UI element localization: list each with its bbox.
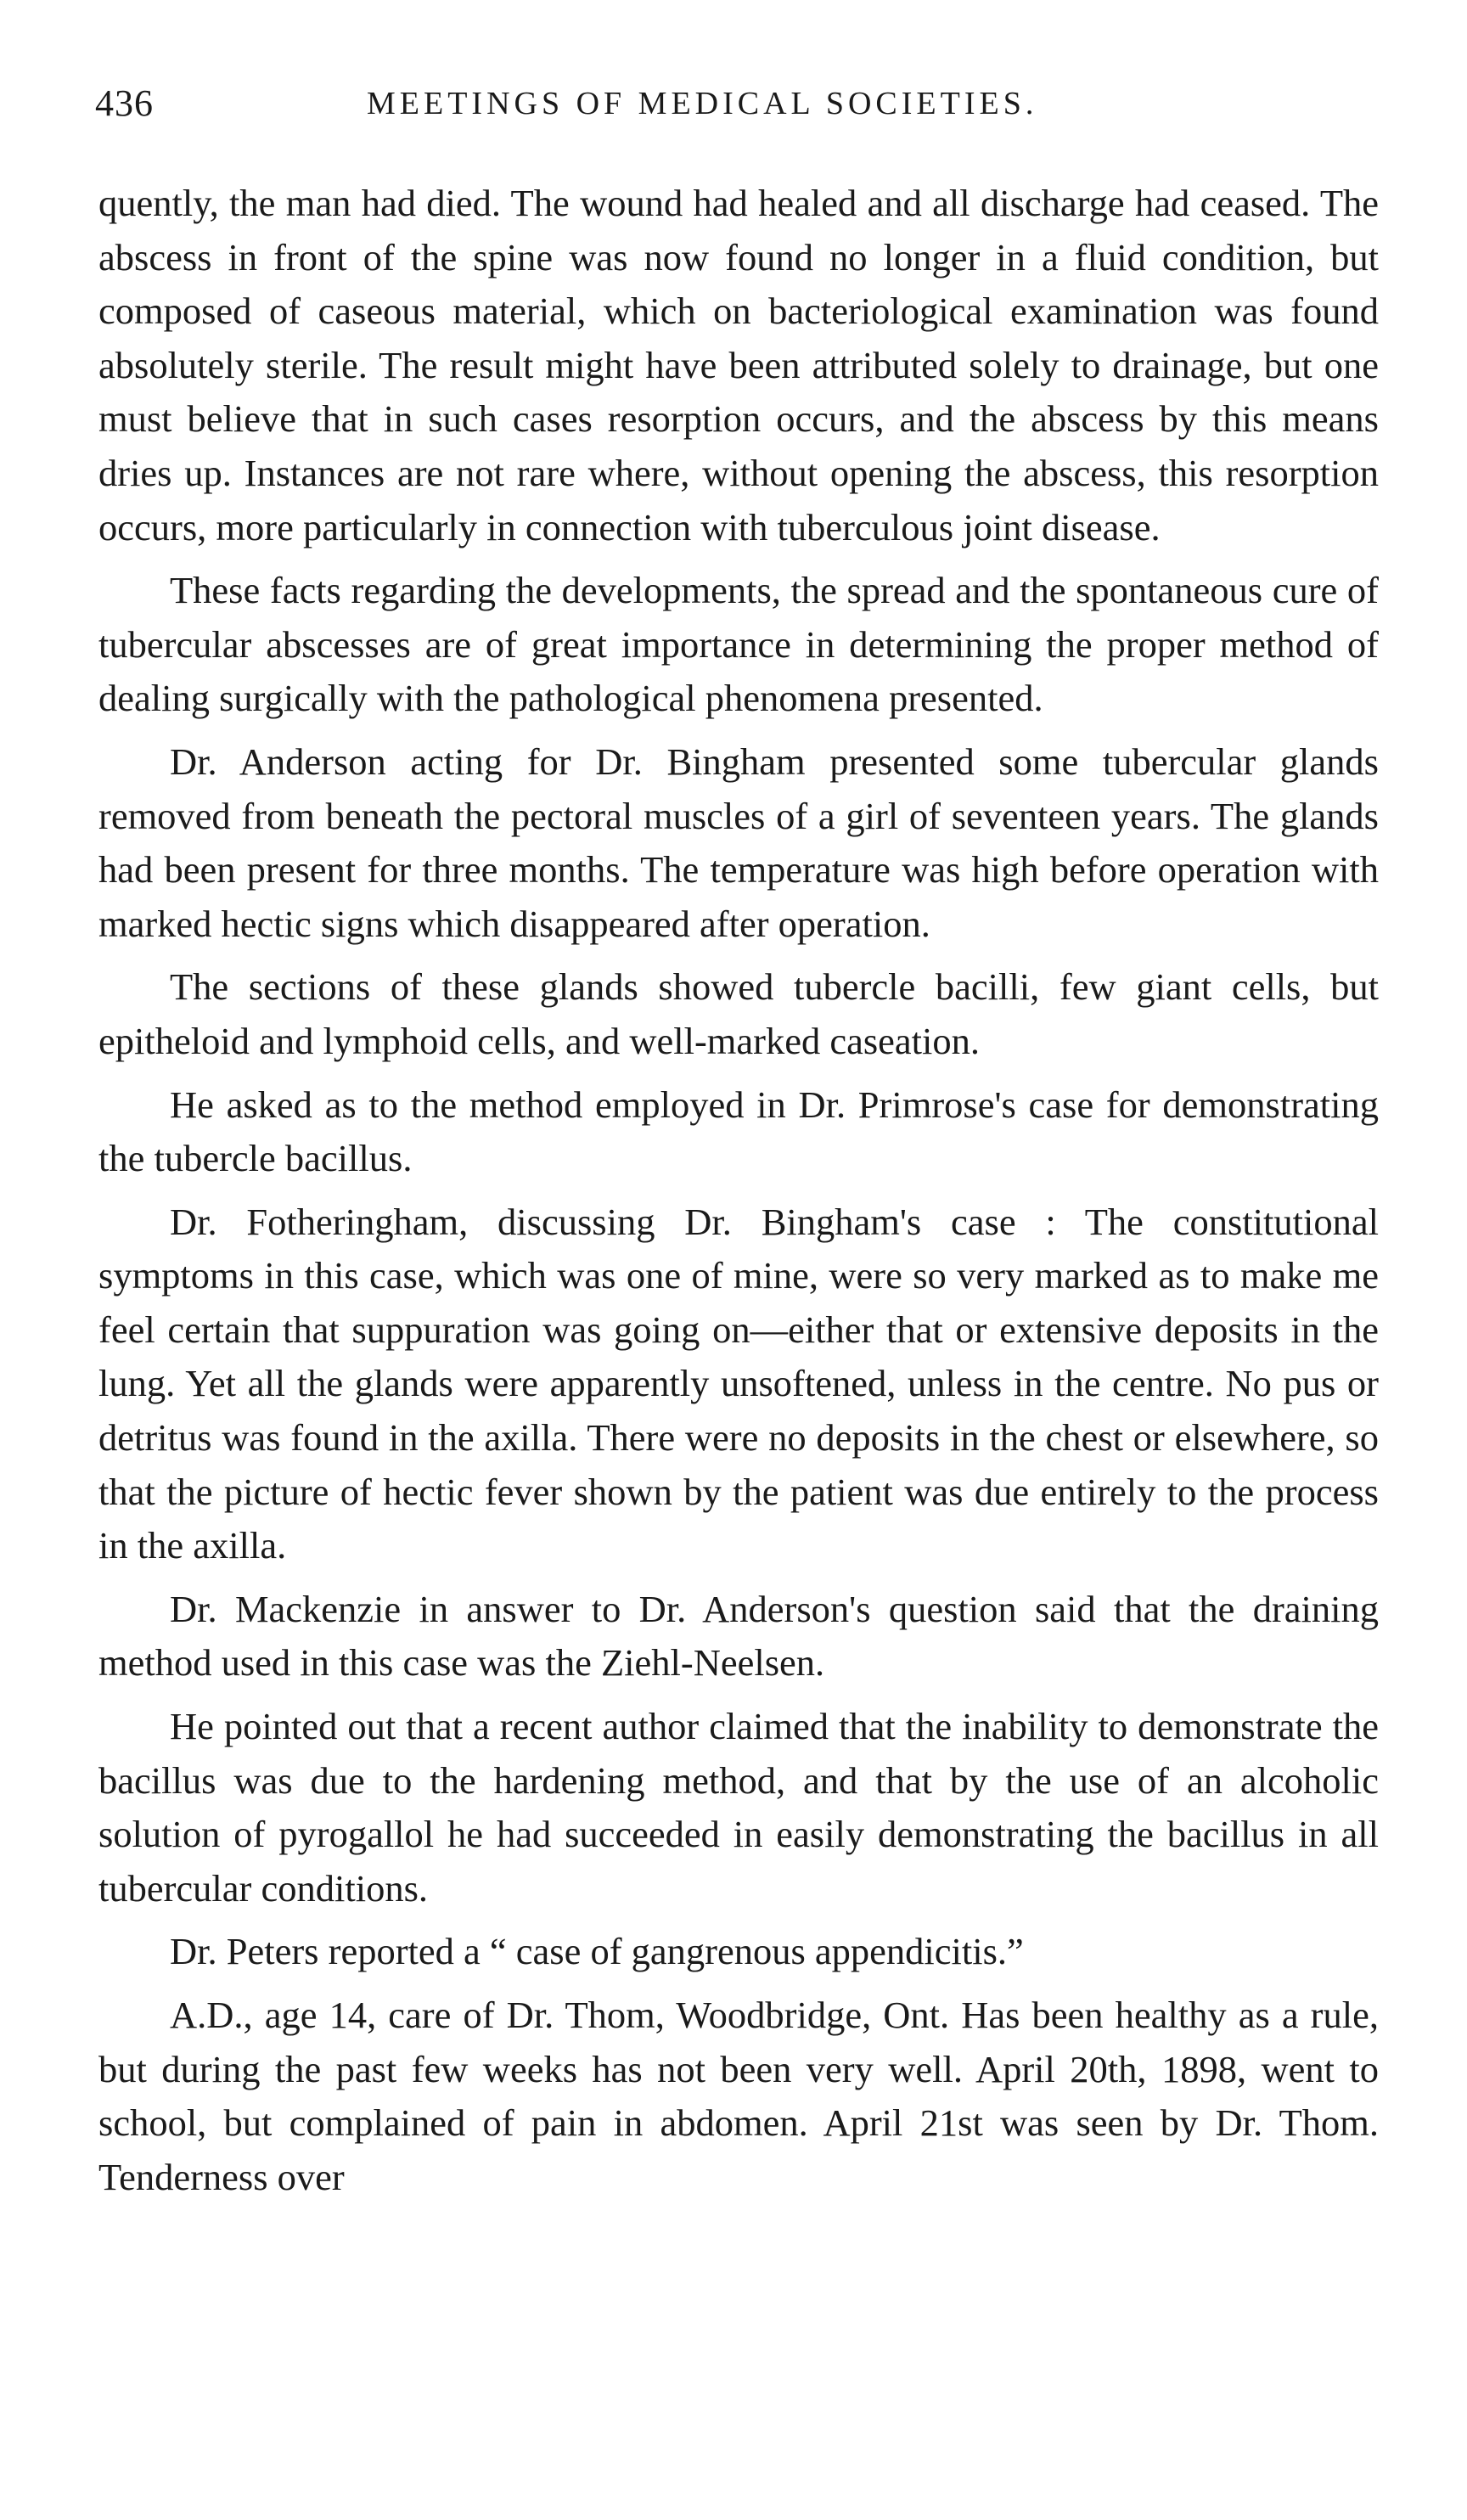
running-title: MEETINGS OF MEDICAL SOCIETIES.	[367, 86, 1038, 121]
paragraph: He pointed out that a recent author claimed that the inability to demonstrate the bacillus was due to the hardening method, and that by the use of an alcoholic solution of pyrogallol he had succeeded in easily demonstrating the bacillus in all tubercular conditions.	[98, 1705, 1379, 1910]
paragraph: He asked as to the method employed in Dr. Primrose's case for demonstrating the tubercle bacillus.	[98, 1083, 1379, 1180]
body-text	[98, 177, 1379, 2213]
paragraph: Dr. Mackenzie in answer to Dr. Anderson's question said that the draining method used in this case was the Ziehl-Neelsen.	[98, 1587, 1379, 1685]
paragraph: Dr. Fotheringham, discussing Dr. Bingham's case : The constitutional symptoms in this case, which was one of mine, were so very marked as to make me feel certain that suppuration was going on—either that or extensive deposits in the lung. Yet all the glands were apparently unsoftened, unless in the centre. No pus or detritus was found in the axilla. There were no deposits in the chest or elsewhere, so that the picture of hectic fever shown by the patient was due entirely to the process in the axilla.	[98, 1200, 1379, 1567]
running-head	[95, 82, 1386, 132]
paragraph: These facts regarding the developments, the spread and the spontaneous cure of tubercular abscesses are of great importance in determining the proper method of dealing surgically with the pathological phenomena presented.	[98, 569, 1379, 720]
paragraph: Dr. Peters reported a “ case of gangrenous appendicitis.”	[170, 1930, 1024, 1973]
paragraph: A.D., age 14, care of Dr. Thom, Woodbridge, Ont. Has been healthy as a rule, but during the past few weeks has not been very well. April 20th, 1898, went to school, but complained of pain in abdomen. April 21st was seen by Dr. Thom. Tenderness over	[98, 1994, 1379, 2198]
paragraph-continuation: quently, the man had died. The wound had healed and all discharge had ceased. The abscess in front of the spine was now found no longer in a fluid condition, but composed of caseous material, which on bacteriological examination was found absolutely sterile. The result might have been attributed solely to drainage, but one must believe that in such cases resorption occurs, and the abscess by this means dries up. Instances are not rare where, without opening the abscess, this resorption occurs, more particularly in connection with tuberculous joint disease.	[98, 182, 1379, 548]
page-number: 436	[95, 82, 154, 124]
paragraph: The sections of these glands showed tubercle bacilli, few giant cells, but epitheloid and lymphoid cells, and well-marked caseation.	[98, 965, 1379, 1062]
paragraph: Dr. Anderson acting for Dr. Bingham presented some tubercular glands removed from beneath the pectoral muscles of a girl of seventeen years. The glands had been present for three months. The temperature was high before operation with marked hectic signs which disappeared after operation.	[98, 740, 1379, 945]
